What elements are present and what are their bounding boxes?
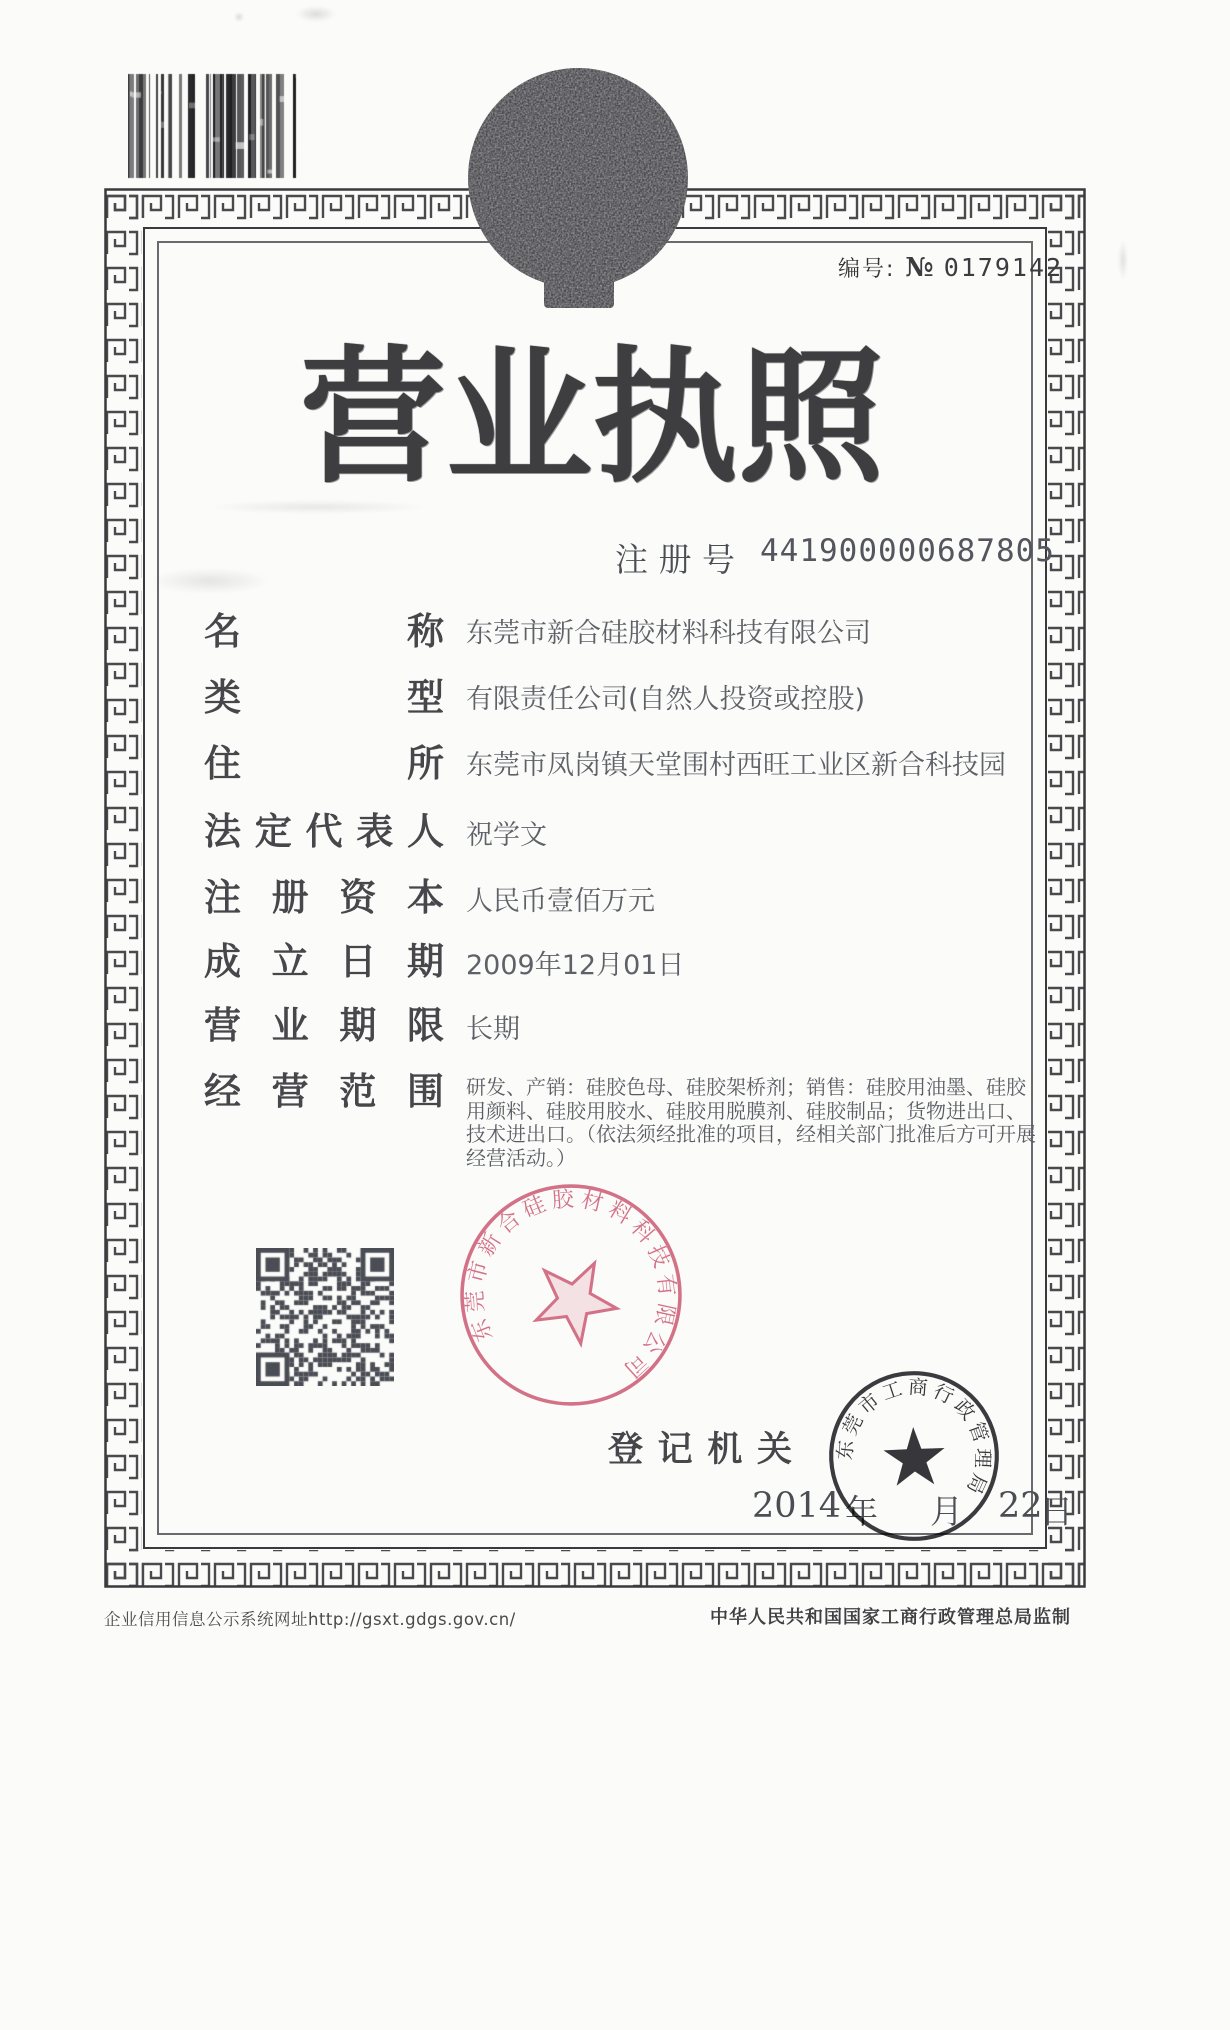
field-value-business-scope: 研发、产销：硅胶色母、硅胶架桥剂；销售：硅胶用油墨、硅胶用颜料、硅胶用胶水、硅胶用脱膜剂、硅胶制品；货物进出口、技术进出口。（依法须经批准的项目，经相关部门批准后方可开展经营活动。） xyxy=(466,1075,1036,1170)
scan-smudge xyxy=(296,6,336,22)
issue-date-year: 2014 xyxy=(752,1486,842,1526)
serial-number: 0179142 xyxy=(943,253,1064,282)
issue-date-month-unit: 月 xyxy=(930,1492,963,1531)
field-value-type: 有限责任公司(自然人投资或控股) xyxy=(466,684,866,715)
footer-publicity-url: 企业信用信息公示系统网址http://gsxt.gdgs.gov.cn/ xyxy=(104,1610,516,1629)
national-emblem xyxy=(448,58,708,310)
field-value-name: 东莞市新合硅胶材料科技有限公司 xyxy=(466,618,871,649)
footer-issuer-imprint: 中华人民共和国国家工商行政管理总局监制 xyxy=(710,1607,1071,1628)
field-label-name: 名称 xyxy=(204,610,444,653)
issue-date-year-unit: 年 xyxy=(845,1492,878,1531)
field-value-legal-representative: 祝学文 xyxy=(466,820,547,851)
registry-seal xyxy=(826,1368,1002,1544)
scan-smudge xyxy=(234,12,244,22)
field-label-type: 类型 xyxy=(204,676,444,719)
field-value-address: 东莞市凤岗镇天堂围村西旺工业区新合科技园 xyxy=(466,750,1006,781)
company-seal xyxy=(458,1182,684,1408)
field-value-business-term: 长期 xyxy=(466,1014,520,1045)
registration-number-label: 注册号 xyxy=(615,540,735,579)
field-label-establishment-date: 成立日期 xyxy=(204,940,444,983)
scan-smudge xyxy=(1118,240,1128,280)
issuing-authority-label: 登记机关 xyxy=(608,1430,792,1470)
serial-number-line xyxy=(838,252,1063,283)
company-seal-star xyxy=(517,1247,626,1357)
field-label-business-scope: 经营范围 xyxy=(204,1070,444,1113)
field-label-business-term: 营业期限 xyxy=(204,1004,444,1047)
barcode xyxy=(128,72,300,180)
field-value-registered-capital: 人民币壹佰万元 xyxy=(466,886,655,917)
field-value-establishment-date: 2009年12月01日 xyxy=(466,950,685,981)
field-label-registered-capital: 注册资本 xyxy=(204,876,444,919)
issue-date-day: 22 xyxy=(998,1486,1043,1526)
issue-date-day-unit: 日 xyxy=(1040,1492,1073,1531)
field-label-address: 住所 xyxy=(204,742,444,785)
registry-seal-text: 东莞市工商行政管理局 xyxy=(833,1375,995,1499)
registry-seal-star xyxy=(881,1423,949,1491)
qr-code xyxy=(256,1248,394,1386)
registration-number-value: 441900000687805 xyxy=(760,533,1055,569)
serial-label: 编号: xyxy=(838,257,896,282)
company-seal-text: 东莞市新合硅胶材料科技有限公司 xyxy=(462,1186,680,1383)
numero-symbol: № xyxy=(905,253,934,283)
field-label-legal-representative: 法定代表人 xyxy=(204,810,444,853)
license-title: 营业执照 xyxy=(300,333,884,503)
